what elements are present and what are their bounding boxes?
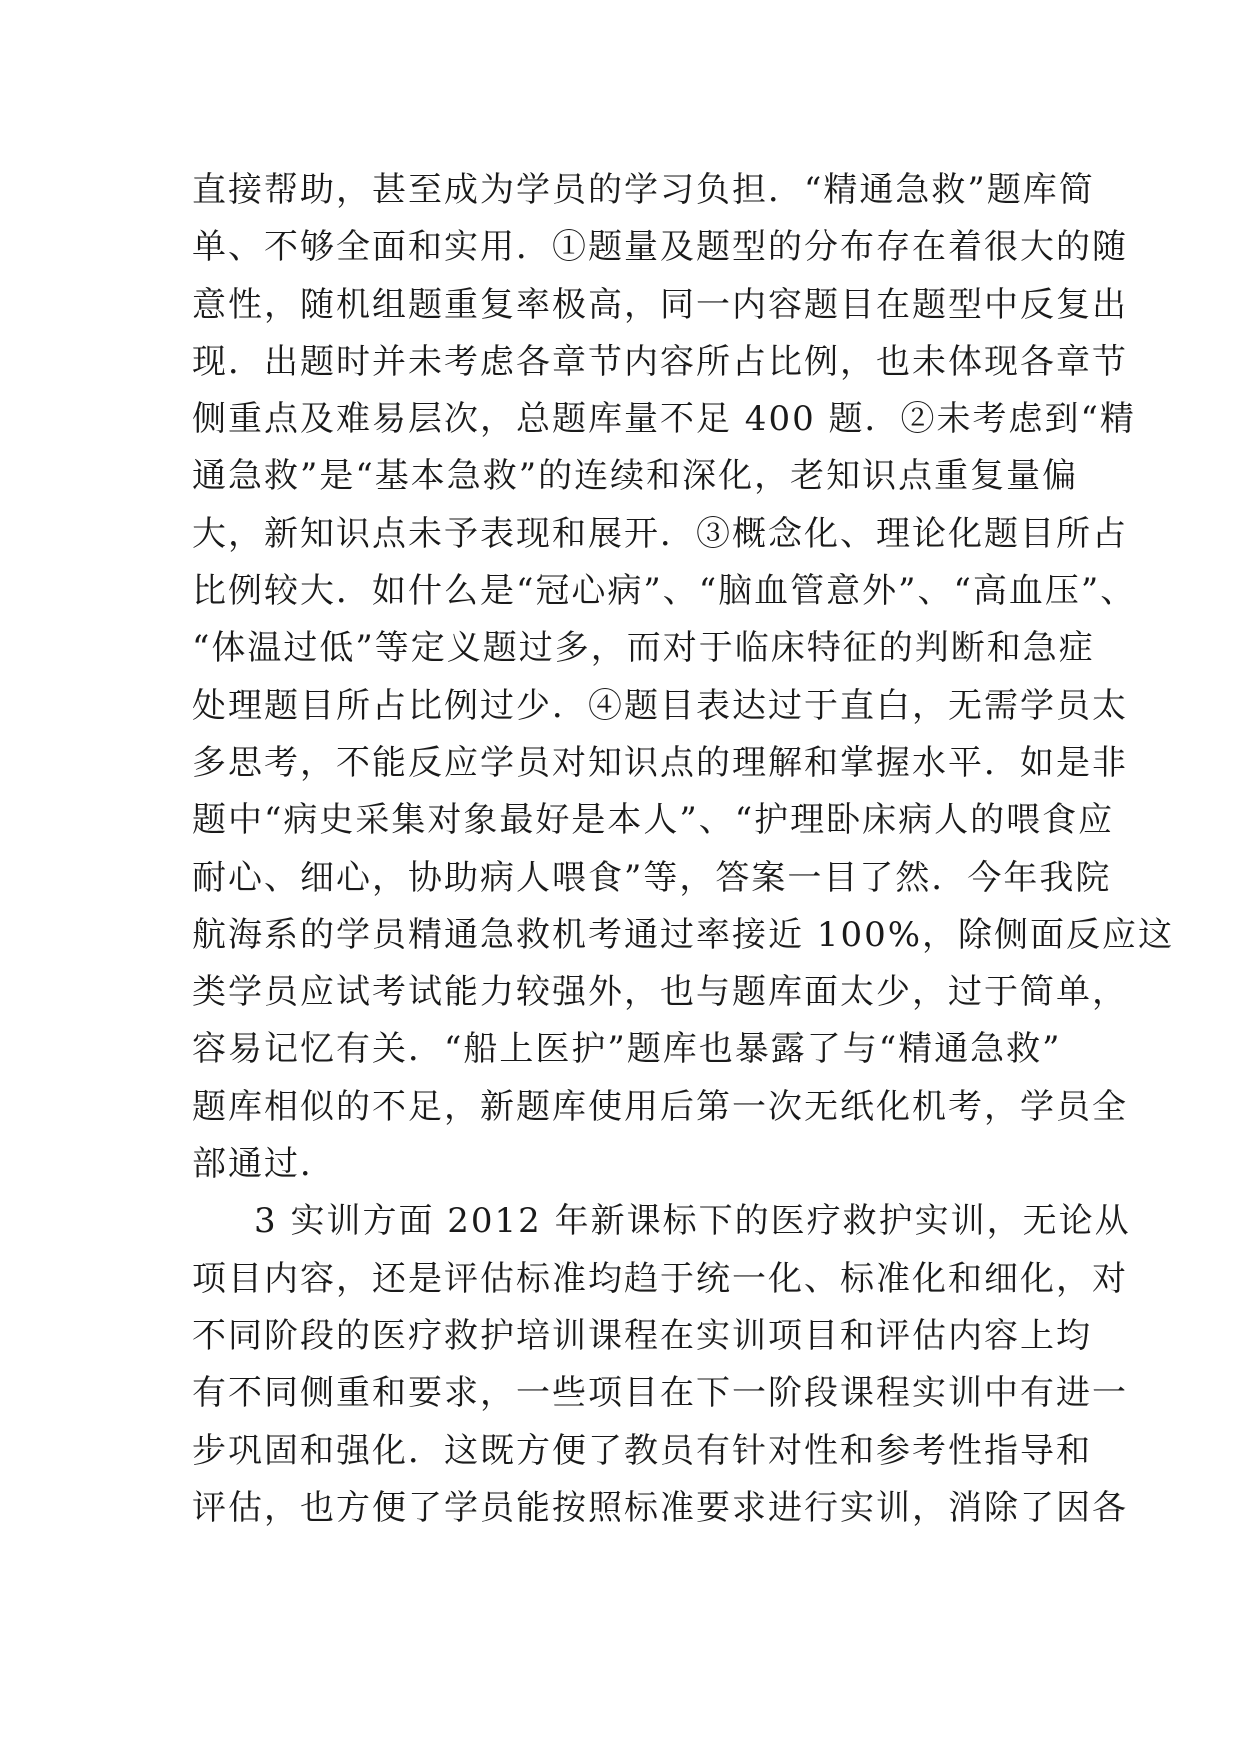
- text-line: 现．出题时并未考虑各章节内容所占比例，也未体现各章节: [192, 341, 1128, 382]
- text-line: 容易记忆有关．“船上医护”题库也暴露了与“精通急救”: [192, 1029, 1062, 1070]
- text-line: “体温过低”等定义题过多，而对于临床特征的判断和急症: [192, 628, 1095, 669]
- text-line: 比例较大．如什么是“冠心病”、“脑血管意外”、“高血压”、: [192, 571, 1137, 612]
- text-line: 有不同侧重和要求，一些项目在下一阶段课程实训中有进一: [192, 1373, 1128, 1414]
- text-line: 项目内容，还是评估标准均趋于统一化、标准化和细化，对: [192, 1258, 1128, 1299]
- paragraph-1: [192, 162, 1175, 1193]
- text-line: 单、不够全面和实用．①题量及题型的分布存在着很大的随: [192, 227, 1128, 268]
- text-line-first: 3 实训方面 2012 年新课标下的医疗救护实训，无论从: [254, 1201, 1131, 1242]
- text-line: 意性，随机组题重复率极高，同一内容题目在题型中反复出: [192, 284, 1128, 325]
- body-text: [192, 162, 1175, 1537]
- text-line: 直接帮助，甚至成为学员的学习负担．“精通急救”题库简: [192, 170, 1095, 210]
- text-line: 题中“病史采集对象最好是本人”、“护理卧床病人的喂食应: [192, 800, 1115, 841]
- text-line: 通急救”是“基本急救”的连续和深化，老知识点重复量偏: [192, 456, 1079, 497]
- text-line: 耐心、细心，协助病人喂食”等，答案一目了然．今年我院: [192, 857, 1112, 898]
- paragraph-2: [192, 1193, 1131, 1537]
- text-line: 侧重点及难易层次，总题库量不足 400 题．②未考虑到“精: [192, 399, 1136, 440]
- text-line: 不同阶段的医疗救护培训课程在实训项目和评估内容上均: [192, 1315, 1092, 1356]
- text-line: 航海系的学员精通急救机考通过率接近 100%，除侧面反应这: [192, 914, 1175, 955]
- text-line: 多思考，不能反应学员对知识点的理解和掌握水平．如是非: [192, 742, 1128, 783]
- text-line: 步巩固和强化．这既方便了教员有针对性和参考性指导和: [192, 1430, 1092, 1471]
- text-line: 类学员应试考试能力较强外，也与题库面太少，过于简单，: [192, 972, 1128, 1013]
- text-line: 处理题目所占比例过少．④题目表达过于直白，无需学员太: [192, 685, 1128, 726]
- text-line: 题库相似的不足，新题库使用后第一次无纸化机考，学员全: [192, 1086, 1128, 1127]
- text-line: 大，新知识点未予表现和展开．③概念化、理论化题目所占: [192, 513, 1128, 554]
- text-line: 部通过．: [192, 1144, 336, 1185]
- text-line: 评估，也方便了学员能按照标准要求进行实训，消除了因各: [192, 1487, 1128, 1528]
